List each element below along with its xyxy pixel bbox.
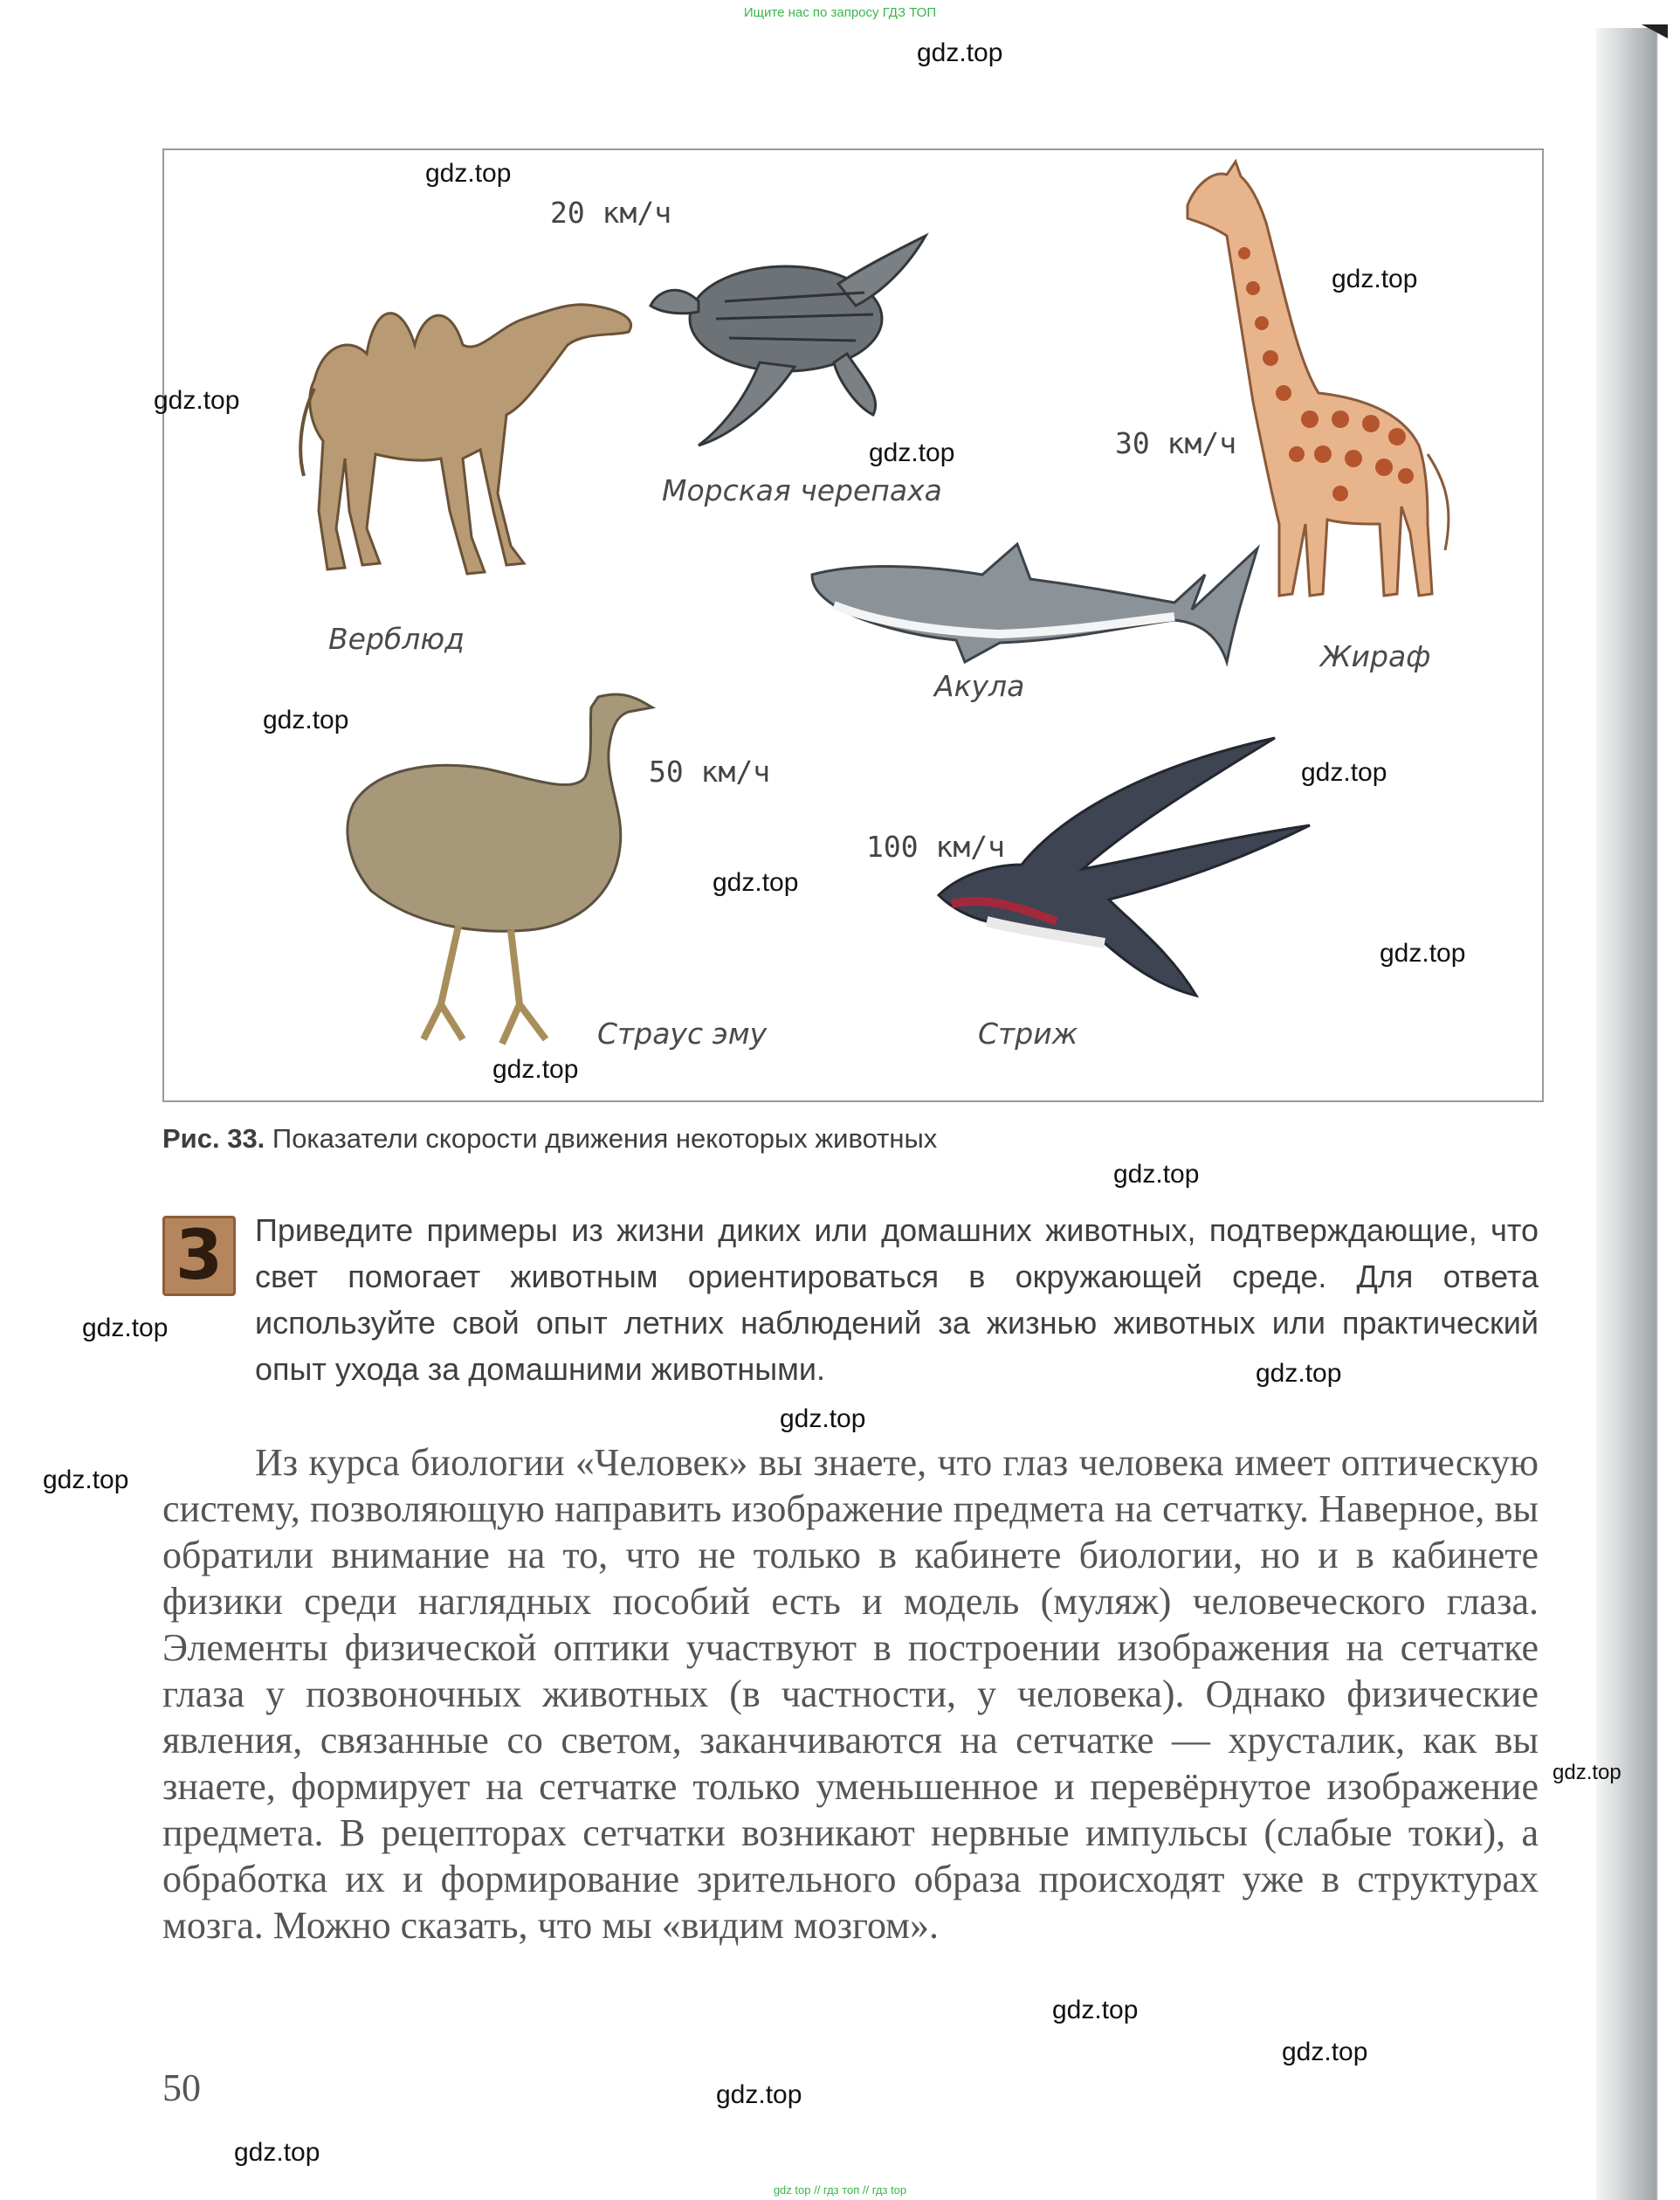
figure-caption-text: Показатели скорости движения некоторых животных — [265, 1123, 938, 1154]
figure-caption-label: Рис. 33. — [162, 1123, 265, 1154]
camel-label: Верблюд — [328, 622, 465, 656]
giraffe-label: Жираф — [1320, 639, 1431, 673]
task-number-badge: 3 — [162, 1216, 236, 1296]
sea-turtle-illustration — [646, 231, 943, 450]
top-search-note: Ищите нас по запросу ГДЗ ТОП — [743, 5, 937, 20]
emu-speed-label: 50 км/ч — [649, 755, 771, 789]
emu-illustration — [336, 690, 659, 1057]
watermark: gdz.top — [1282, 2038, 1368, 2066]
watermark: gdz.top — [1052, 1996, 1139, 2024]
watermark: gdz.top — [713, 868, 799, 897]
watermark: gdz.top — [492, 1055, 579, 1084]
watermark: gdz.top — [869, 438, 955, 467]
camel-speed-label: 20 км/ч — [550, 196, 672, 230]
swift-illustration — [934, 734, 1319, 1031]
watermark: gdz.top — [82, 1314, 169, 1342]
watermark: gdz.top — [1553, 1761, 1621, 1784]
shark-label: Акула — [934, 669, 1025, 703]
swift-speed-label: 100 км/ч — [866, 830, 1005, 864]
bottom-note: gdz top // гдз топ // гдз top — [773, 2183, 907, 2197]
watermark: gdz.top — [780, 1404, 866, 1433]
shark-illustration — [808, 540, 1270, 671]
sea-turtle-label: Морская черепаха — [662, 473, 942, 507]
task-text: Приведите примеры из жизни диких или домашних животных, подтверждающие, что свет помогает животным ориентироваться в окружающей среде. Для ответа используйте свой опыт летних наблюдений за жизнью животных или практический опыт ухода за домашними животными. — [255, 1212, 1539, 1387]
watermark: gdz.top — [234, 2138, 320, 2167]
watermark: gdz.top — [1332, 265, 1418, 293]
figure-caption — [162, 1123, 937, 1155]
watermark: gdz.top — [425, 159, 512, 188]
body-paragraph — [162, 1439, 1539, 1948]
giraffe-speed-label: 30 км/ч — [1115, 426, 1237, 460]
watermark: gdz.top — [43, 1466, 129, 1494]
watermark: gdz.top — [263, 706, 349, 734]
page-corner-mark — [1642, 24, 1668, 38]
emu-label: Страус эму — [597, 1017, 768, 1051]
watermark: gdz.top — [1113, 1160, 1200, 1189]
page-number: 50 — [162, 2066, 201, 2109]
watermark: gdz.top — [716, 2080, 802, 2109]
watermark: gdz.top — [154, 386, 240, 415]
swift-label: Стриж — [978, 1017, 1078, 1051]
body-paragraph-text: Из курса биологии «Человек» вы знаете, что глаз человека имеет оптическую систему, позволяющую направить изображение предмета на сетчатку. Наверное, вы обратили внимание на то, что не только в кабинете биологии, но и в кабинете физики среди наглядных пособий есть и модель (муляж) человеческого глаза. Элементы физической оптики участвуют в построении изображения на сетчатке глаза у позвоночных животных (в частности, у человека). Однако физические явления, связанные со светом, заканчиваются на сетчатке — хрусталик, как вы знаете, формирует на сетчатке только уменьшенное и перевёрнутое изображение предмета. В рецепторах сетчатки возникают нервные импульсы (слабые токи), а обработка их и формирование зрительного образа происходят уже в структурах мозга. Можно сказать, что мы «видим мозгом». — [162, 1441, 1539, 1947]
watermark: gdz.top — [1380, 939, 1466, 968]
book-spine-edge — [1596, 28, 1680, 2200]
camel-illustration — [262, 249, 646, 616]
watermark: gdz.top — [1256, 1359, 1342, 1388]
watermark: gdz.top — [1301, 758, 1387, 787]
watermark: gdz.top — [917, 38, 1003, 67]
